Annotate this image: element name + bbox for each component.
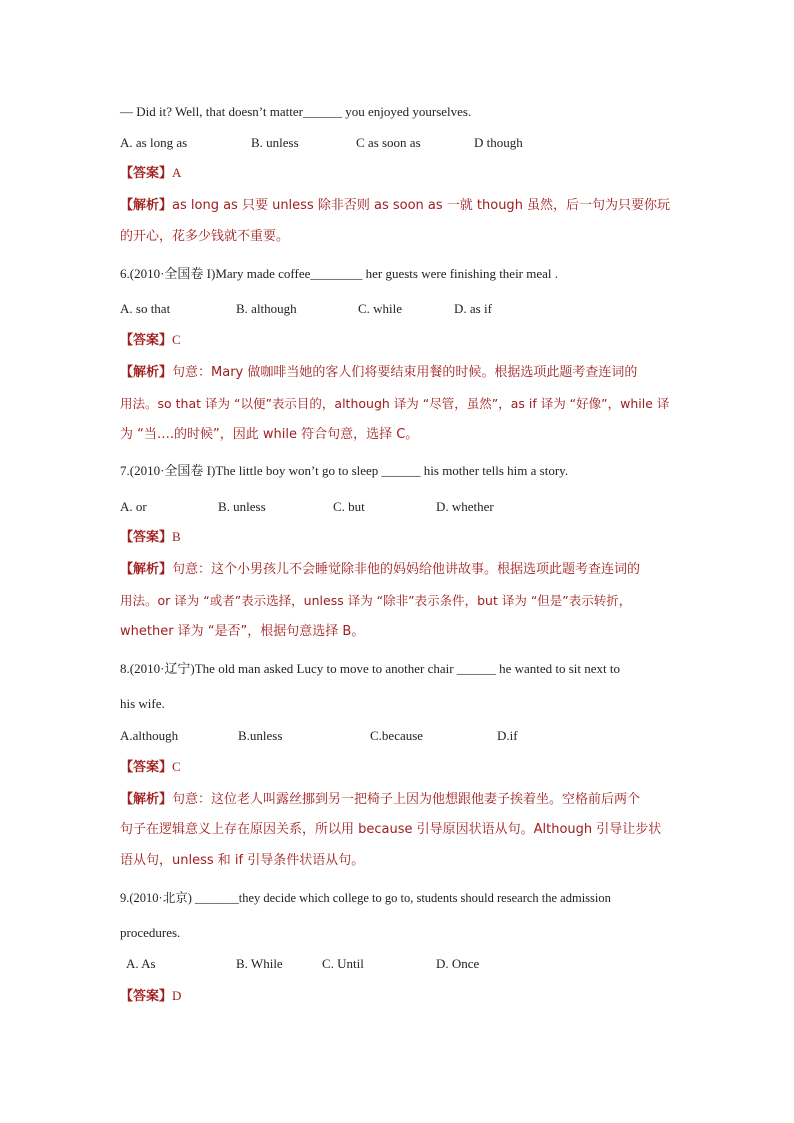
analysis-text: 句子在逻辑意义上存在原因关系，所以用 because 引导原因状语从句。Although 引导让步状 [120,822,662,837]
option-d: D. whether [436,499,494,514]
analysis-text: as long as 只要 unless 除非否则 as soon as 一就 though 虽然，后一句为只要你玩 [172,198,671,213]
analysis-text: 为 “当….的时候”，因此 while 符合句意，选择 C。 [120,427,419,442]
answer-label: 【答案】 [120,166,173,181]
option-a: A. or [120,499,147,514]
question-text: — Did it? Well, that doesn’t matter______ you enjoyed yourselves. [120,104,472,119]
answer-value: C [172,759,181,774]
analysis-line [120,790,640,809]
analysis-text: 用法。or 译为 “或者”表示选择，unless 译为 “除非”表示条件，but 译为 “但是”表示转折， [120,593,632,608]
option-b: B. unless [218,499,266,514]
analysis-label: 【解析】 [120,562,173,577]
analysis-text: 用法。so that 译为 “以便”表示目的，although 译为 “尽管，虽然”，as if 译为 “好像”，while 译 [120,396,670,411]
analysis-label: 【解析】 [120,792,173,807]
option-c: C as soon as [356,135,421,150]
answer-label: 【答案】 [120,989,173,1004]
option-d: D.if [497,728,518,743]
option-d: D. Once [436,956,480,971]
question-text: procedures. [120,925,181,940]
option-c: C. but [333,499,365,514]
option-c: C.because [370,728,424,743]
question-text: 9.(2010·北京) _______they decide which college to go to, students should research the admission [120,891,611,905]
option-a: A. so that [120,301,171,316]
answer-label: 【答案】 [120,530,173,545]
option-c: C. Until [322,956,364,971]
analysis-text: 句意：这个小男孩儿不会睡觉除非他的妈妈给他讲故事。根据选项此题考查连词的 [172,562,641,577]
question-text: his wife. [120,696,165,711]
option-d: D. as if [454,301,492,316]
answer-line [120,528,181,547]
answer-value: D [172,988,182,1003]
analysis-line [120,560,640,579]
analysis-text: 语从句，unless 和 if 引导条件状语从句。 [120,853,365,868]
option-a: A.although [120,728,179,743]
answer-label: 【答案】 [120,333,173,348]
answer-line [120,331,181,350]
analysis-text: 的开心，花多少钱就不重要。 [120,229,290,244]
answer-line [120,164,181,183]
option-d: D though [474,135,523,150]
analysis-text: 句意：这位老人叫露丝挪到另一把椅子上因为他想跟他妻子挨着坐。空格前后两个 [172,792,641,807]
answer-value: A [172,165,182,180]
option-b: B. although [236,301,297,316]
analysis-text: 句意：Mary 做咖啡当她的客人们将要结束用餐的时候。根据选项此题考查连词的 [172,365,638,380]
answer-value: B [172,529,181,544]
option-b: B. unless [251,135,299,150]
answer-label: 【答案】 [120,760,173,775]
analysis-line [120,363,637,382]
analysis-label: 【解析】 [120,198,173,213]
option-c: C. while [358,301,403,316]
question-text: 7.(2010·全国卷 I)The little boy won’t go to sleep ______ his mother tells him a story. [120,463,569,478]
option-b: B. While [236,956,283,971]
question-text: 6.(2010·全国卷 I)Mary made coffee________ her guests were finishing their meal . [120,266,559,281]
answer-line [120,987,181,1006]
answer-line [120,758,181,777]
answer-value: C [172,332,181,347]
option-a: A. As [126,956,156,971]
question-text: 8.(2010·辽宁)The old man asked Lucy to move to another chair ______ he wanted to sit next to [120,661,621,676]
analysis-line [120,196,670,215]
analysis-text: whether 译为 “是否”，根据句意选择 B。 [120,624,365,639]
option-b: B.unless [238,728,283,743]
option-a: A. as long as [120,135,188,150]
analysis-label: 【解析】 [120,365,173,380]
